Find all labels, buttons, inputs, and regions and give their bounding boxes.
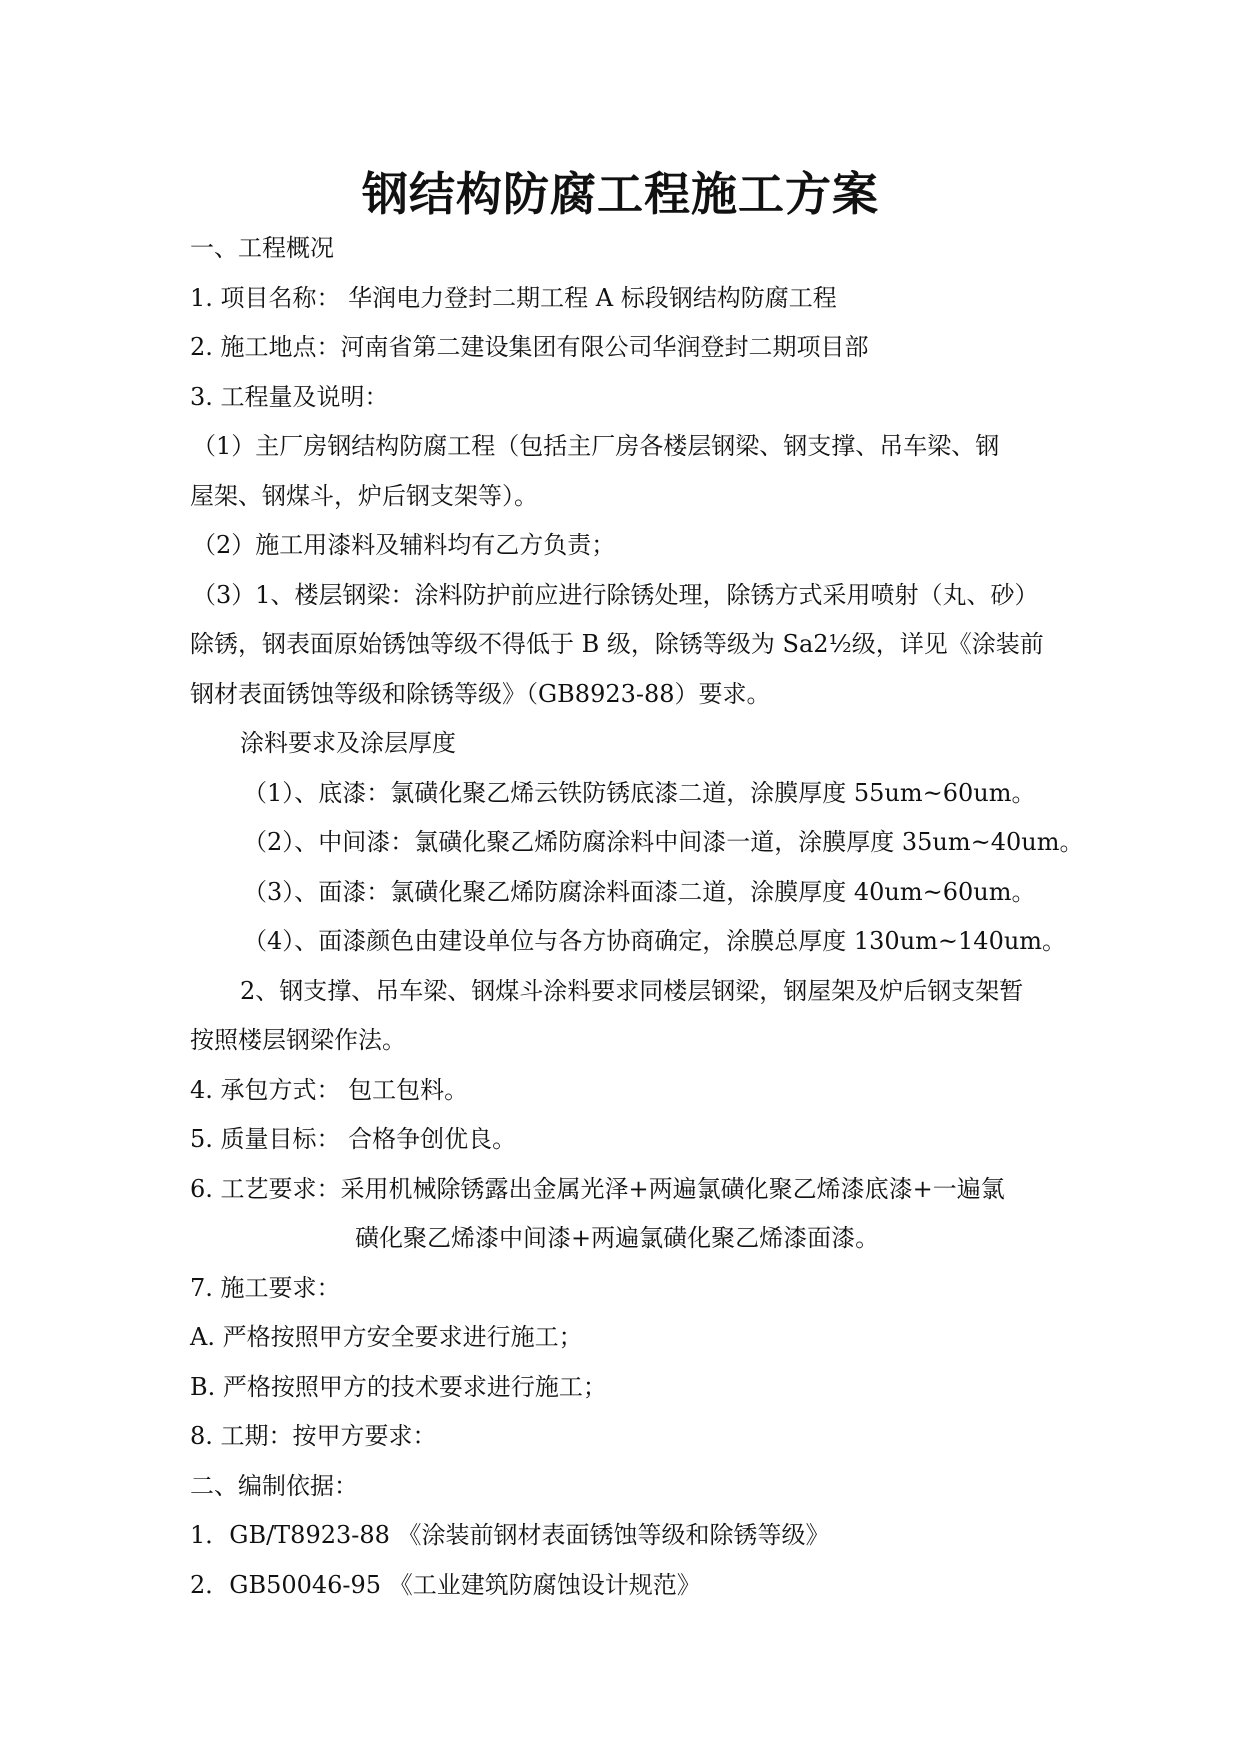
requirement-a: A. 严格按照甲方安全要求进行施工； [190,1323,583,1351]
item-3-line-3: 钢材表面锈蚀等级和除锈等级》（GB8923-88）要求。 [190,680,771,708]
item-3-line-2: 除锈，钢表面原始锈蚀等级不得低于 B 级，除锈等级为 Sa2½级，详见《涂装前 [190,630,1044,658]
construction-site: 2. 施工地点：河南省第二建设集团有限公司华润登封二期项目部 [190,333,869,361]
requirement-b: B. 严格按照甲方的技术要求进行施工； [190,1373,607,1401]
quantity-heading: 3. 工程量及说明： [190,383,389,411]
process-line-2: 磺化聚乙烯漆中间漆+两遍氯磺化聚乙烯漆面漆。 [355,1224,880,1252]
quality-target: 5. 质量目标： 合格争创优良。 [190,1125,517,1153]
item-2: （2）施工用漆料及辅料均有乙方负责； [192,531,616,559]
item-3-line-1: （3）1、楼层钢梁：涂料防护前应进行除锈处理，除锈方式采用喷射（丸、砂） [192,581,1039,609]
schedule: 8. 工期：按甲方要求： [190,1422,437,1450]
basis-1: 1．GB/T8923-88 《涂装前钢材表面锈蚀等级和除锈等级》 [190,1521,830,1549]
item-1-line-1: （1）主厂房钢结构防腐工程（包括主厂房各楼层钢梁、钢支撑、吊车梁、钢 [192,432,1000,460]
section-heading-overview: 一、工程概况 [190,234,334,262]
coating-4: （4）、面漆颜色由建设单位与各方协商确定，涂膜总厚度 130um~140um。 [243,927,1067,955]
construction-requirements: 7. 施工要求： [190,1274,341,1302]
item-1-line-2: 屋架、钢煤斗，炉后钢支架等）。 [190,482,538,510]
coating-3: （3）、面漆：氯磺化聚乙烯防腐涂料面漆二道，涂膜厚度 40um~60um。 [243,878,1036,906]
section-heading-basis: 二、编制依据： [190,1472,358,1500]
process-line-1: 6. 工艺要求：采用机械除锈露出金属光泽+两遍氯磺化聚乙烯漆底漆+一遍氯 [190,1175,1005,1203]
project-name: 1. 项目名称： 华润电力登封二期工程 A 标段钢结构防腐工程 [190,284,837,312]
document-title: 钢结构防腐工程施工方案 [362,167,879,221]
coating-2: （2）、中间漆：氯磺化聚乙烯防腐涂料中间漆一道，涂膜厚度 35um~40um。 [243,828,1084,856]
coating-1: （1）、底漆：氯磺化聚乙烯云铁防锈底漆二道，涂膜厚度 55um~60um。 [243,779,1036,807]
item-3-2-line-2: 按照楼层钢梁作法。 [190,1026,406,1054]
contract-mode: 4. 承包方式： 包工包料。 [190,1076,469,1104]
basis-2: 2．GB50046-95 《工业建筑防腐蚀设计规范》 [190,1571,701,1599]
item-3-2-line-1: 2、钢支撑、吊车梁、钢煤斗涂料要求同楼层钢梁，钢屋架及炉后钢支架暂 [240,977,1024,1005]
coating-heading: 涂料要求及涂层厚度 [240,729,456,757]
